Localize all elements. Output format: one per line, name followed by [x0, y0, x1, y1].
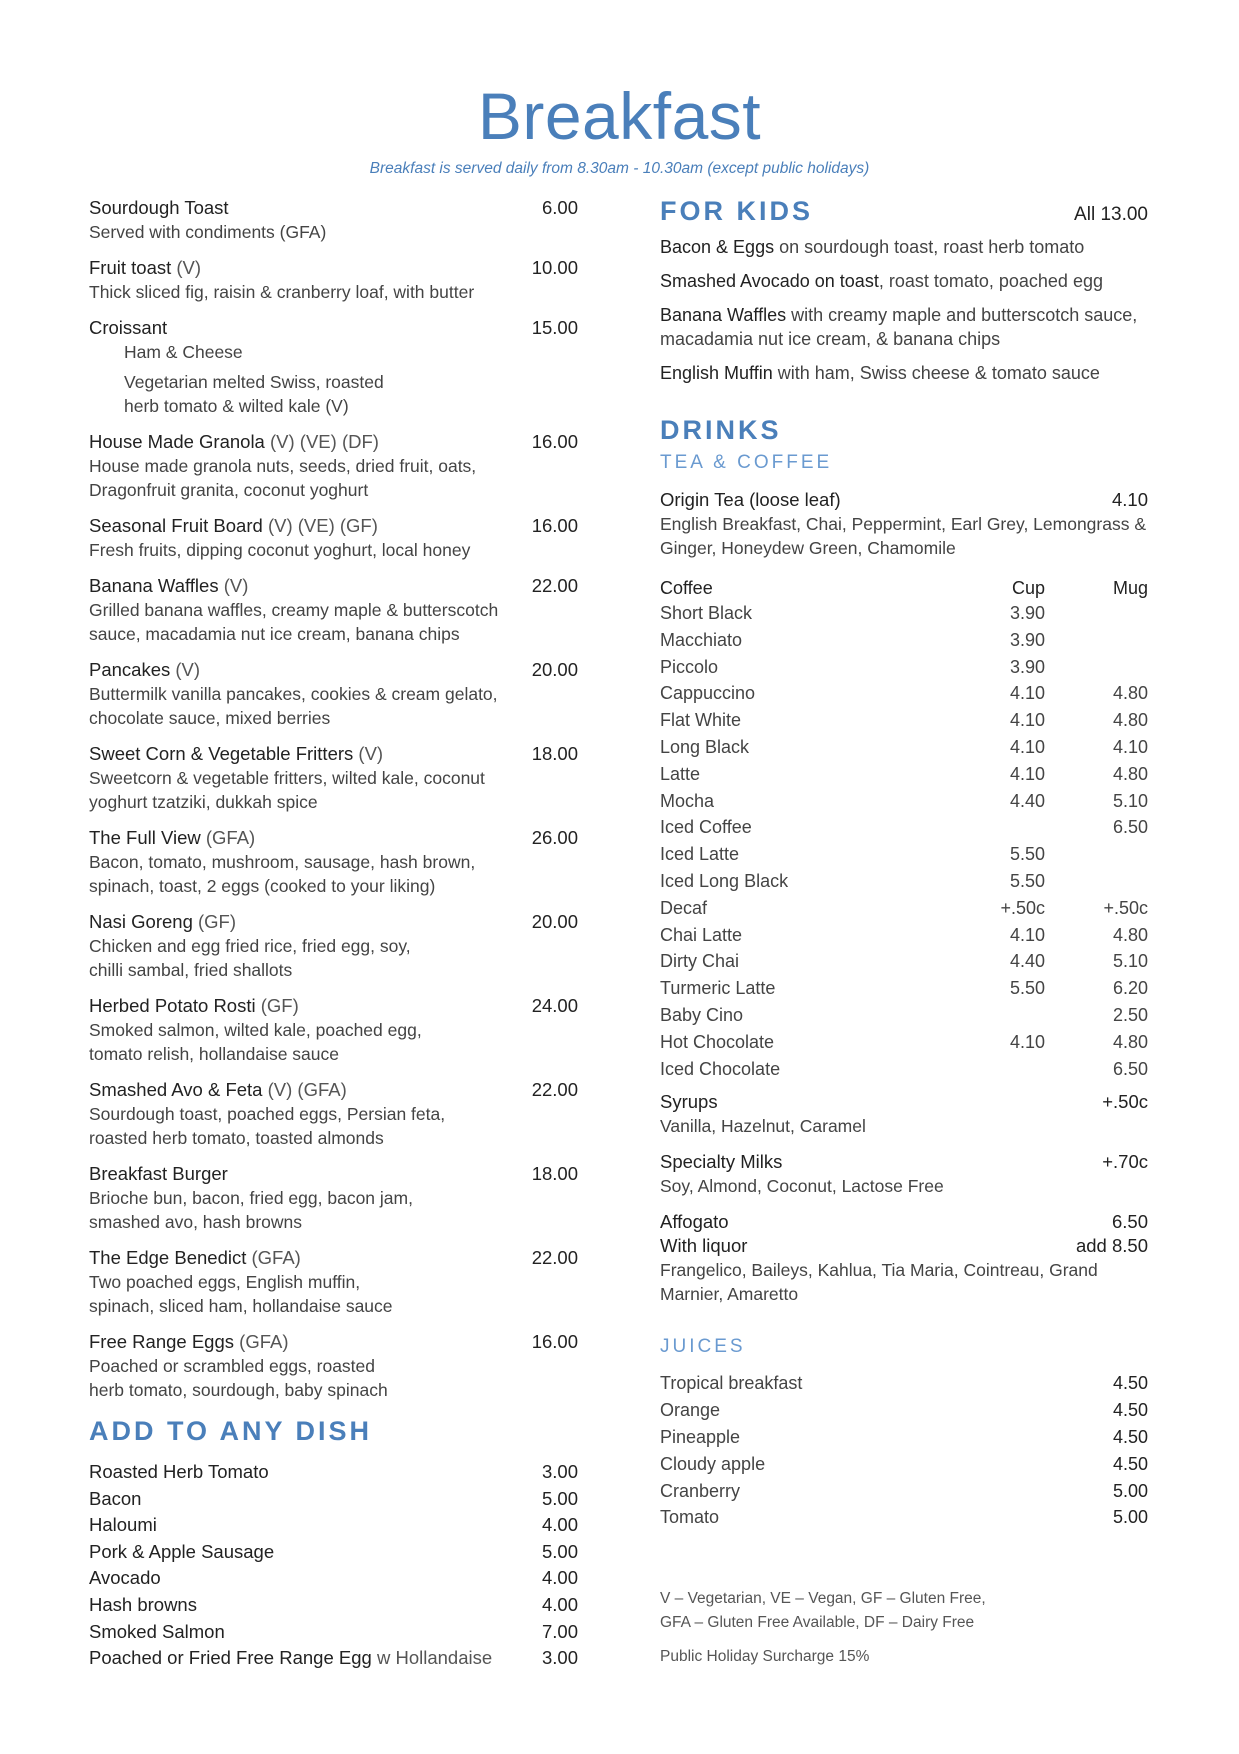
add-on-item — [89, 1619, 578, 1646]
cup-price: 4.10 — [1009, 683, 1045, 704]
add-on-price: 4.00 — [541, 1567, 578, 1589]
menu-item — [89, 430, 578, 502]
menu-item-row — [89, 574, 578, 598]
menu-item-row — [89, 742, 578, 766]
dietary-tags: (V) — [358, 743, 384, 764]
cup-price — [975, 814, 1045, 841]
affogato-name: Affogato — [660, 1211, 729, 1233]
coffee-label: Coffee — [660, 578, 713, 598]
mug-price: 4.10 — [1112, 736, 1148, 757]
coffee-name: Short Black — [660, 603, 753, 623]
kids-item-name: English Muffin — [660, 363, 773, 383]
kids-item-name: Smashed Avocado on toast — [660, 271, 879, 291]
menu-item-desc: Chicken and egg fried rice, fried egg, soy, — [89, 936, 411, 956]
menu-item-row — [89, 514, 578, 538]
coffee-row — [660, 1002, 1148, 1029]
add-on-note: w Hollandaise — [371, 1647, 493, 1669]
menu-item-desc: smashed avo, hash browns — [89, 1212, 303, 1232]
juice-price: 5.00 — [1112, 1480, 1148, 1501]
coffee-header-row — [660, 576, 1148, 600]
cup-price: 4.10 — [1009, 763, 1045, 784]
menu-item-price: 6.00 — [541, 197, 578, 218]
coffee-name: Iced Long Black — [660, 870, 789, 891]
juice-price: 4.50 — [1112, 1373, 1148, 1394]
add-to-dish-list — [89, 1459, 578, 1672]
menu-item — [89, 1246, 578, 1318]
juice-price: 5.00 — [1112, 1507, 1148, 1528]
mug-price: 4.80 — [1112, 683, 1148, 704]
menu-item-price: 20.00 — [531, 911, 578, 932]
menu-item-desc: roasted herb tomato, toasted almonds — [89, 1128, 384, 1148]
menu-item-name: Herbed Potato Rosti (GF) — [89, 995, 299, 1016]
menu-item-desc: yoghurt tzatziki, dukkah spice — [89, 792, 318, 812]
juice-name: Pineapple — [660, 1426, 741, 1447]
menu-item-desc: Poached or scrambled eggs, roasted — [89, 1356, 375, 1376]
coffee-name: Latte — [660, 763, 701, 784]
menu-item-name: Fruit toast (V) — [89, 257, 202, 278]
surcharge-note: Public Holiday Surcharge 15% — [660, 1648, 870, 1666]
add-on-name: Poached or Fried Free Range Egg w Hollandaise — [89, 1647, 493, 1669]
menu-item-desc: Smoked salmon, wilted kale, poached egg, — [89, 1020, 422, 1040]
coffee-row — [660, 868, 1148, 895]
specialty-milks — [660, 1150, 1148, 1198]
cup-price: 4.10 — [1009, 924, 1045, 945]
menu-item-name: Sweet Corn & Vegetable Fritters (V) — [89, 743, 384, 764]
kids-item-desc: with creamy maple and butterscotch sauce, macadamia nut ice cream, & banana chips — [660, 305, 1138, 349]
kids-item-name: Banana Waffles — [660, 305, 787, 325]
syrups-price: +.50c — [1102, 1091, 1148, 1113]
coffee-name: Iced Chocolate — [660, 1058, 781, 1079]
menu-item — [89, 994, 578, 1066]
breakfast-list — [89, 196, 578, 1402]
menu-item-price: 22.00 — [531, 1247, 578, 1268]
menu-item-option: Vegetarian melted Swiss, roasted herb tomato & wilted kale (V) — [124, 372, 384, 416]
menu-item-name: Smashed Avo & Feta (V) (GFA) — [89, 1079, 347, 1100]
menu-item-price: 16.00 — [531, 1331, 578, 1352]
milks-name: Specialty Milks — [660, 1151, 783, 1173]
menu-item-row — [89, 658, 578, 682]
kids-item — [660, 269, 1148, 293]
juice-item — [660, 1370, 1148, 1397]
juice-name: Cloudy apple — [660, 1453, 766, 1474]
menu-item-name: The Edge Benedict (GFA) — [89, 1247, 301, 1268]
coffee-row — [660, 761, 1148, 788]
mug-price: 6.20 — [1112, 978, 1148, 999]
menu-item-row — [89, 994, 578, 1018]
add-on-name: Avocado — [89, 1567, 161, 1589]
add-on-item — [89, 1512, 578, 1539]
origin-tea — [660, 488, 1148, 560]
add-on-item — [89, 1459, 578, 1486]
coffee-row — [660, 841, 1148, 868]
coffee-row — [660, 707, 1148, 734]
menu-item — [89, 826, 578, 898]
kids-all-price: All 13.00 — [1074, 204, 1148, 225]
menu-item-desc: sauce, macadamia nut ice cream, banana chips — [89, 624, 460, 644]
mug-price — [1045, 841, 1148, 868]
menu-item — [89, 742, 578, 814]
mug-price: 2.50 — [1112, 1004, 1148, 1025]
menu-item-row — [89, 1246, 578, 1270]
menu-item-price: 20.00 — [531, 659, 578, 680]
cup-price: 4.10 — [1009, 736, 1045, 757]
mug-price: 6.50 — [1112, 817, 1148, 838]
dietary-tags: (GFA) — [251, 1247, 301, 1268]
cup-price: 4.40 — [1009, 951, 1045, 972]
juice-name: Orange — [660, 1400, 721, 1421]
add-on-name: Haloumi — [89, 1514, 157, 1536]
kids-item-desc: on sourdough toast, roast herb tomato — [774, 237, 1085, 257]
juice-price: 4.50 — [1112, 1453, 1148, 1474]
juices-heading: JUICES — [660, 1336, 746, 1358]
mug-price: 4.80 — [1112, 763, 1148, 784]
menu-item-row — [89, 1330, 578, 1354]
coffee-name: Piccolo — [660, 656, 719, 677]
kids-item-desc: , roast tomato, poached egg — [878, 271, 1103, 291]
affogato — [660, 1210, 1148, 1306]
cup-price: 5.50 — [1009, 870, 1045, 891]
add-on-price: 7.00 — [541, 1620, 578, 1642]
origin-tea-name: Origin Tea (loose leaf) — [660, 489, 841, 510]
cup-price: +.50c — [1000, 897, 1045, 918]
menu-item-row — [89, 910, 578, 934]
juice-item — [660, 1451, 1148, 1478]
menu-item-desc: chocolate sauce, mixed berries — [89, 708, 331, 728]
cup-price: 3.90 — [1009, 656, 1045, 677]
mug-price — [1045, 600, 1148, 627]
cup-price: 4.40 — [1009, 790, 1045, 811]
mug-price: 4.80 — [1112, 1031, 1148, 1052]
mug-price — [1045, 868, 1148, 895]
menu-item — [89, 574, 578, 646]
menu-item-desc: Fresh fruits, dipping coconut yoghurt, local honey — [89, 540, 471, 560]
mug-price: 6.50 — [1112, 1058, 1148, 1079]
origin-tea-desc: English Breakfast, Chai, Peppermint, Earl Grey, Lemongrass & Ginger, Honeydew Green, Chamomile — [660, 514, 1147, 558]
coffee-row — [660, 788, 1148, 815]
coffee-name: Iced Latte — [660, 844, 740, 865]
coffee-row — [660, 1056, 1148, 1083]
menu-item-price: 22.00 — [531, 575, 578, 596]
menu-item-row — [89, 256, 578, 280]
mug-price: 4.80 — [1112, 710, 1148, 731]
dietary-tags: (GFA) — [239, 1331, 289, 1352]
menu-item-desc: Buttermilk vanilla pancakes, cookies & cream gelato, — [89, 684, 498, 704]
menu-item-desc: herb tomato, sourdough, baby spinach — [89, 1380, 388, 1400]
kids-heading: FOR KIDS — [660, 196, 814, 226]
coffee-row — [660, 654, 1148, 681]
menu-item-row — [89, 1162, 578, 1186]
menu-item-row — [89, 316, 578, 340]
dietary-tags: (V) (GFA) — [267, 1079, 347, 1100]
kids-item-desc: with ham, Swiss cheese & tomato sauce — [772, 363, 1100, 383]
menu-item-price: 16.00 — [531, 515, 578, 536]
kids-item — [660, 235, 1148, 259]
drinks-heading: DRINKS — [660, 415, 782, 445]
add-on-name: Bacon — [89, 1487, 142, 1509]
affogato-desc: Frangelico, Baileys, Kahlua, Tia Maria, Cointreau, Grand Marnier, Amaretto — [660, 1260, 1098, 1305]
coffee-row — [660, 1029, 1148, 1056]
kids-list — [660, 235, 1148, 385]
kids-item-name: Bacon & Eggs — [660, 237, 775, 257]
menu-item-price: 18.00 — [531, 1163, 578, 1184]
menu-item-name: Banana Waffles (V) — [89, 575, 249, 596]
kids-item — [660, 303, 1148, 351]
menu-item-desc: spinach, sliced ham, hollandaise sauce — [89, 1296, 393, 1316]
menu-item — [89, 256, 578, 304]
cup-price: 3.90 — [1009, 603, 1045, 623]
coffee-name: Long Black — [660, 736, 750, 757]
menu-item — [89, 1078, 578, 1150]
menu-item — [89, 196, 578, 244]
menu-item-price: 18.00 — [531, 743, 578, 764]
menu-item-price: 15.00 — [531, 317, 578, 338]
mug-label: Mug — [1112, 578, 1148, 598]
add-on-name: Roasted Herb Tomato — [89, 1461, 269, 1482]
menu-item-price: 26.00 — [531, 827, 578, 848]
coffee-name: Dirty Chai — [660, 951, 740, 972]
menu-item-price: 10.00 — [531, 257, 578, 278]
add-on-item — [89, 1539, 578, 1566]
syrups — [660, 1090, 1148, 1138]
coffee-row — [660, 600, 1148, 627]
menu-item-desc: tomato relish, hollandaise sauce — [89, 1044, 340, 1064]
menu-item-name: The Full View (GFA) — [89, 827, 256, 848]
menu-item-price: 24.00 — [531, 995, 578, 1016]
liquor-price: add 8.50 — [1075, 1235, 1148, 1257]
menu-item — [89, 1162, 578, 1234]
coffee-name: Baby Cino — [660, 1004, 744, 1025]
juice-item — [660, 1397, 1148, 1424]
add-on-price: 3.00 — [541, 1461, 578, 1482]
menu-item-desc: Grilled banana waffles, creamy maple & butterscotch — [89, 600, 499, 620]
juice-name: Cranberry — [660, 1480, 741, 1501]
menu-item — [89, 910, 578, 982]
legend-line-2: GFA – Gluten Free Available, DF – Dairy Free — [660, 1614, 975, 1632]
mug-price: 5.10 — [1112, 790, 1148, 811]
coffee-row — [660, 814, 1148, 841]
menu-item-name: Pancakes (V) — [89, 659, 201, 680]
left-column — [89, 196, 578, 1672]
add-on-item — [89, 1565, 578, 1592]
menu-item-desc: Sourdough toast, poached eggs, Persian feta, — [89, 1104, 446, 1124]
juice-item — [660, 1478, 1148, 1505]
dietary-tags: (GFA) — [205, 827, 256, 848]
mug-price: 5.10 — [1112, 951, 1148, 972]
kids-header — [660, 196, 1148, 227]
juice-item — [660, 1504, 1148, 1531]
menu-item — [89, 316, 578, 418]
dietary-tags: (V) — [223, 575, 249, 596]
menu-item-price: 22.00 — [531, 1079, 578, 1100]
coffee-name: Mocha — [660, 790, 715, 811]
add-on-item — [89, 1592, 578, 1619]
menu-item — [89, 658, 578, 730]
dietary-tags: (V) — [176, 257, 202, 278]
menu-item-row — [89, 826, 578, 850]
add-on-item — [89, 1486, 578, 1513]
menu-item-name: Free Range Eggs (GFA) — [89, 1331, 289, 1352]
cup-price: 4.10 — [1009, 710, 1045, 731]
menu-item-name: Nasi Goreng (GF) — [89, 911, 237, 932]
mug-price: 4.80 — [1112, 924, 1148, 945]
coffee-name: Cappuccino — [660, 683, 756, 704]
menu-item-desc: chilli sambal, fried shallots — [89, 960, 293, 980]
milks-desc: Soy, Almond, Coconut, Lactose Free — [660, 1176, 944, 1197]
coffee-row — [660, 734, 1148, 761]
affogato-price: 6.50 — [1111, 1211, 1148, 1233]
add-on-price: 4.00 — [541, 1593, 578, 1615]
menu-item-row — [89, 1078, 578, 1102]
juice-list — [660, 1370, 1148, 1531]
page-title: Breakfast — [477, 79, 762, 153]
coffee-row — [660, 680, 1148, 707]
menu-item — [89, 514, 578, 562]
right-column — [660, 196, 1148, 1669]
coffee-table — [660, 576, 1148, 1082]
dietary-tags: (V) — [175, 659, 201, 680]
menu-item-name: Croissant — [89, 317, 168, 338]
cup-price: 5.50 — [1009, 978, 1045, 999]
cup-price: 4.10 — [1009, 1031, 1045, 1052]
cup-price — [975, 1002, 1045, 1029]
juice-name: Tomato — [660, 1507, 720, 1528]
cup-price: 5.50 — [1009, 844, 1045, 865]
add-on-price: 5.00 — [541, 1540, 578, 1562]
cup-price: 3.90 — [1009, 629, 1045, 650]
menu-item-desc: Thick sliced fig, raisin & cranberry loaf, with butter — [89, 282, 475, 302]
add-on-item — [89, 1645, 578, 1672]
coffee-name: Hot Chocolate — [660, 1031, 775, 1052]
mug-price — [1045, 654, 1148, 681]
menu-item-name: Sourdough Toast — [89, 197, 229, 218]
add-on-price: 5.00 — [541, 1487, 578, 1509]
add-on-price: 4.00 — [541, 1514, 578, 1536]
coffee-name: Turmeric Latte — [660, 978, 776, 999]
dietary-tags: (GF) — [260, 995, 299, 1016]
milks-price: +.70c — [1102, 1151, 1148, 1173]
juice-name: Tropical breakfast — [660, 1373, 803, 1394]
syrups-name: Syrups — [660, 1091, 718, 1113]
menu-item-option: Ham & Cheese — [124, 342, 243, 362]
coffee-row — [660, 922, 1148, 949]
page-subtitle: Breakfast is served daily from 8.30am - 10.30am (except public holidays) — [369, 160, 870, 177]
syrups-desc: Vanilla, Hazelnut, Caramel — [660, 1116, 866, 1137]
menu-item-desc: spinach, toast, 2 eggs (cooked to your liking) — [89, 876, 436, 896]
liquor-name: With liquor — [660, 1235, 748, 1257]
menu-item-desc: Dragonfruit granita, coconut yoghurt — [89, 480, 369, 500]
legend-line-1: V – Vegetarian, VE – Vegan, GF – Gluten Free, — [660, 1590, 986, 1608]
add-on-name: Hash browns — [89, 1593, 197, 1615]
menu-item-name: Breakfast Burger — [89, 1163, 228, 1184]
add-on-price: 3.00 — [541, 1647, 578, 1669]
dietary-tags: (V) (VE) (GF) — [267, 515, 378, 536]
kids-item — [660, 361, 1148, 385]
coffee-name: Macchiato — [660, 629, 743, 650]
menu-item-row — [89, 430, 578, 454]
coffee-name: Iced Coffee — [660, 817, 752, 838]
menu-item-desc: Brioche bun, bacon, fried egg, bacon jam, — [89, 1188, 413, 1208]
dietary-tags: (V) (VE) (DF) — [270, 431, 379, 452]
cup-label: Cup — [1011, 578, 1045, 598]
coffee-row — [660, 975, 1148, 1002]
menu-item-name: House Made Granola (V) (VE) (DF) — [89, 431, 379, 452]
menu-item-desc: Bacon, tomato, mushroom, sausage, hash brown, — [89, 852, 476, 872]
legend — [660, 1587, 1148, 1669]
cup-price — [975, 1056, 1045, 1083]
menu-item-row — [89, 196, 578, 220]
origin-tea-price: 4.10 — [1111, 489, 1148, 510]
mug-price: +.50c — [1103, 897, 1148, 918]
add-on-name: Smoked Salmon — [89, 1620, 225, 1642]
menu-item-desc: Sweetcorn & vegetable fritters, wilted kale, coconut — [89, 768, 485, 788]
mug-price — [1045, 627, 1148, 654]
juice-item — [660, 1424, 1148, 1451]
add-to-dish-heading: ADD TO ANY DISH — [89, 1416, 373, 1446]
dietary-tags: (GF) — [198, 911, 237, 932]
coffee-row — [660, 895, 1148, 922]
coffee-row — [660, 627, 1148, 654]
coffee-name: Decaf — [660, 897, 708, 918]
menu-item-desc: Two poached eggs, English muffin, — [89, 1272, 361, 1292]
menu-item-name: Seasonal Fruit Board (V) (VE) (GF) — [89, 515, 378, 536]
menu-item — [89, 1330, 578, 1402]
tea-coffee-heading: TEA & COFFEE — [660, 452, 833, 473]
add-on-name: Pork & Apple Sausage — [89, 1540, 275, 1562]
coffee-name: Chai Latte — [660, 924, 743, 945]
menu-item-desc: House made granola nuts, seeds, dried fruit, oats, — [89, 456, 477, 476]
menu-item-price: 16.00 — [531, 431, 578, 452]
juice-price: 4.50 — [1112, 1400, 1148, 1421]
juice-price: 4.50 — [1112, 1426, 1148, 1447]
menu-item-desc: Served with condiments (GFA) — [89, 222, 327, 242]
coffee-row — [660, 948, 1148, 975]
coffee-name: Flat White — [660, 710, 742, 731]
